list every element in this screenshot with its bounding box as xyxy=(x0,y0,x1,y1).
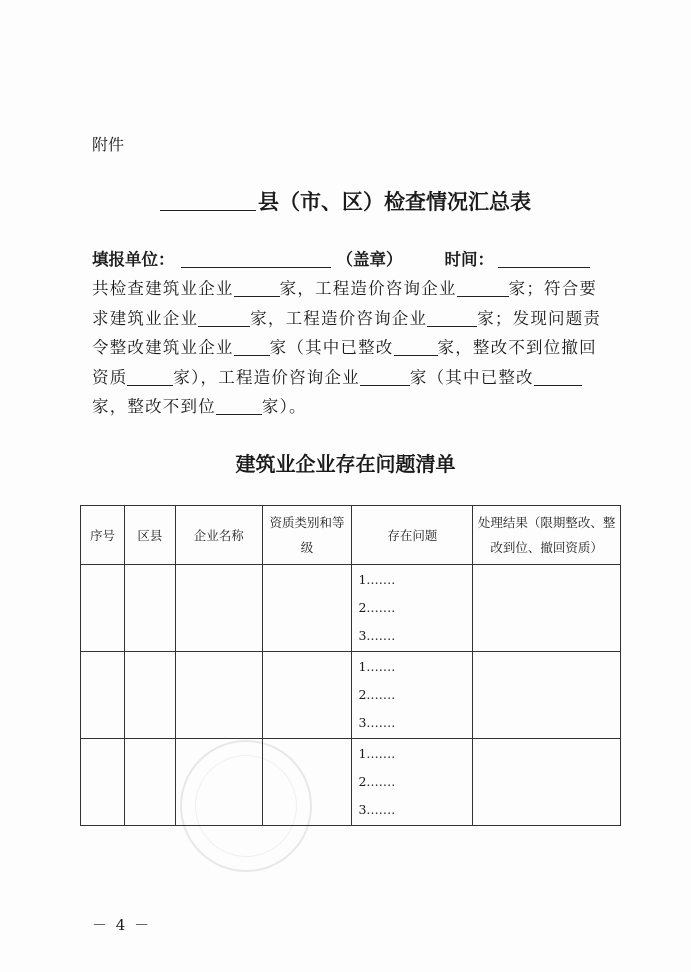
unit-jia: 家 xyxy=(269,338,288,357)
blank[interactable] xyxy=(234,339,270,356)
issue-item: 3.…… xyxy=(358,715,396,730)
cell-issues[interactable] xyxy=(352,652,473,739)
issue-item: 2.…… xyxy=(358,774,396,789)
issue-item: 2.…… xyxy=(358,687,396,702)
cell-qualification[interactable] xyxy=(262,565,352,652)
issue-item: 3.…… xyxy=(358,802,396,817)
unit-jia: 家 xyxy=(173,367,192,387)
page-title xyxy=(0,186,691,216)
summary-text: ），工程造价咨询企业 xyxy=(191,367,360,387)
issue-item: 3.…… xyxy=(358,628,396,643)
issue-item: 1.…… xyxy=(358,659,396,674)
cell-result[interactable] xyxy=(473,652,621,739)
issue-list-table xyxy=(80,505,621,826)
seal-label: （盖章） xyxy=(336,250,403,269)
unit-blank[interactable] xyxy=(181,249,331,268)
issue-item: 1.…… xyxy=(358,746,396,761)
table-title: 建筑业企业存在问题清单 xyxy=(235,452,456,476)
cell-issues[interactable] xyxy=(352,565,473,652)
blank[interactable] xyxy=(198,310,250,327)
fill-row xyxy=(92,246,602,270)
summary-paragraph xyxy=(92,274,612,422)
time-blank[interactable] xyxy=(498,249,590,268)
blank[interactable] xyxy=(127,369,173,386)
summary-text: ，整改不到位撤回资质 xyxy=(92,338,597,387)
title-text: 县（市、区）检查情况汇总表 xyxy=(258,189,531,214)
summary-text: ；发现问题责令整改建筑业企业 xyxy=(92,308,602,357)
unit-jia: 家 xyxy=(92,397,110,416)
header-result: 处理结果（限期整改、整改到位、撤回资质） xyxy=(473,506,621,565)
cell-county[interactable] xyxy=(124,739,175,826)
table-header-row xyxy=(81,506,621,565)
header-county: 区县 xyxy=(124,506,175,565)
cell-result[interactable] xyxy=(473,739,621,826)
blank[interactable] xyxy=(360,369,410,386)
time-label: 时间： xyxy=(444,250,494,269)
cell-company-name[interactable] xyxy=(175,652,262,739)
table-row xyxy=(81,565,621,652)
summary-text: ，工程造价咨询企业 xyxy=(267,308,428,328)
blank[interactable] xyxy=(534,369,582,386)
county-blank[interactable] xyxy=(160,190,256,211)
unit-jia: 家 xyxy=(477,308,495,328)
header-seq: 序号 xyxy=(81,506,125,565)
cell-company-name[interactable] xyxy=(175,565,262,652)
cell-seq[interactable] xyxy=(81,739,125,826)
cell-qualification[interactable] xyxy=(262,652,352,739)
summary-text: ，整改不到位 xyxy=(109,397,216,416)
header-issues: 存在问题 xyxy=(352,506,473,565)
cell-seq[interactable] xyxy=(81,652,125,739)
summary-text: （其中已整改 xyxy=(427,367,534,387)
table-row xyxy=(81,652,621,739)
header-company-name: 企业名称 xyxy=(175,506,262,565)
issue-item: 1.…… xyxy=(358,572,396,587)
table-row xyxy=(81,739,621,826)
summary-text: ；符合要求建筑业企业 xyxy=(92,279,598,328)
summary-text: ）。 xyxy=(279,397,307,416)
cell-seq[interactable] xyxy=(81,565,125,652)
cell-result[interactable] xyxy=(473,565,621,652)
page-number: － 4 － xyxy=(92,916,152,934)
unit-label: 填报单位： xyxy=(92,250,175,269)
issue-item: 2.…… xyxy=(358,600,396,615)
blank[interactable] xyxy=(427,310,477,327)
summary-text: 共检查建筑业企业 xyxy=(92,279,234,298)
unit-jia: 家 xyxy=(508,279,527,298)
attachment-label: 附件 xyxy=(92,135,125,154)
unit-jia: 家 xyxy=(279,279,298,298)
unit-jia: 家 xyxy=(437,338,456,357)
blank[interactable] xyxy=(216,398,262,415)
blank[interactable] xyxy=(457,280,509,297)
cell-qualification[interactable] xyxy=(262,739,352,826)
blank[interactable] xyxy=(234,280,280,297)
summary-text: ，工程造价咨询企业 xyxy=(297,279,457,298)
summary-text: （其中已整改 xyxy=(287,338,394,357)
unit-jia: 家 xyxy=(409,367,428,387)
cell-county[interactable] xyxy=(124,652,175,739)
unit-jia: 家 xyxy=(250,308,268,328)
blank[interactable] xyxy=(394,339,438,356)
cell-county[interactable] xyxy=(124,565,175,652)
unit-jia: 家 xyxy=(261,397,280,416)
header-qualification: 资质类别和等级 xyxy=(262,506,352,565)
cell-issues[interactable] xyxy=(352,739,473,826)
cell-company-name[interactable] xyxy=(175,739,262,826)
